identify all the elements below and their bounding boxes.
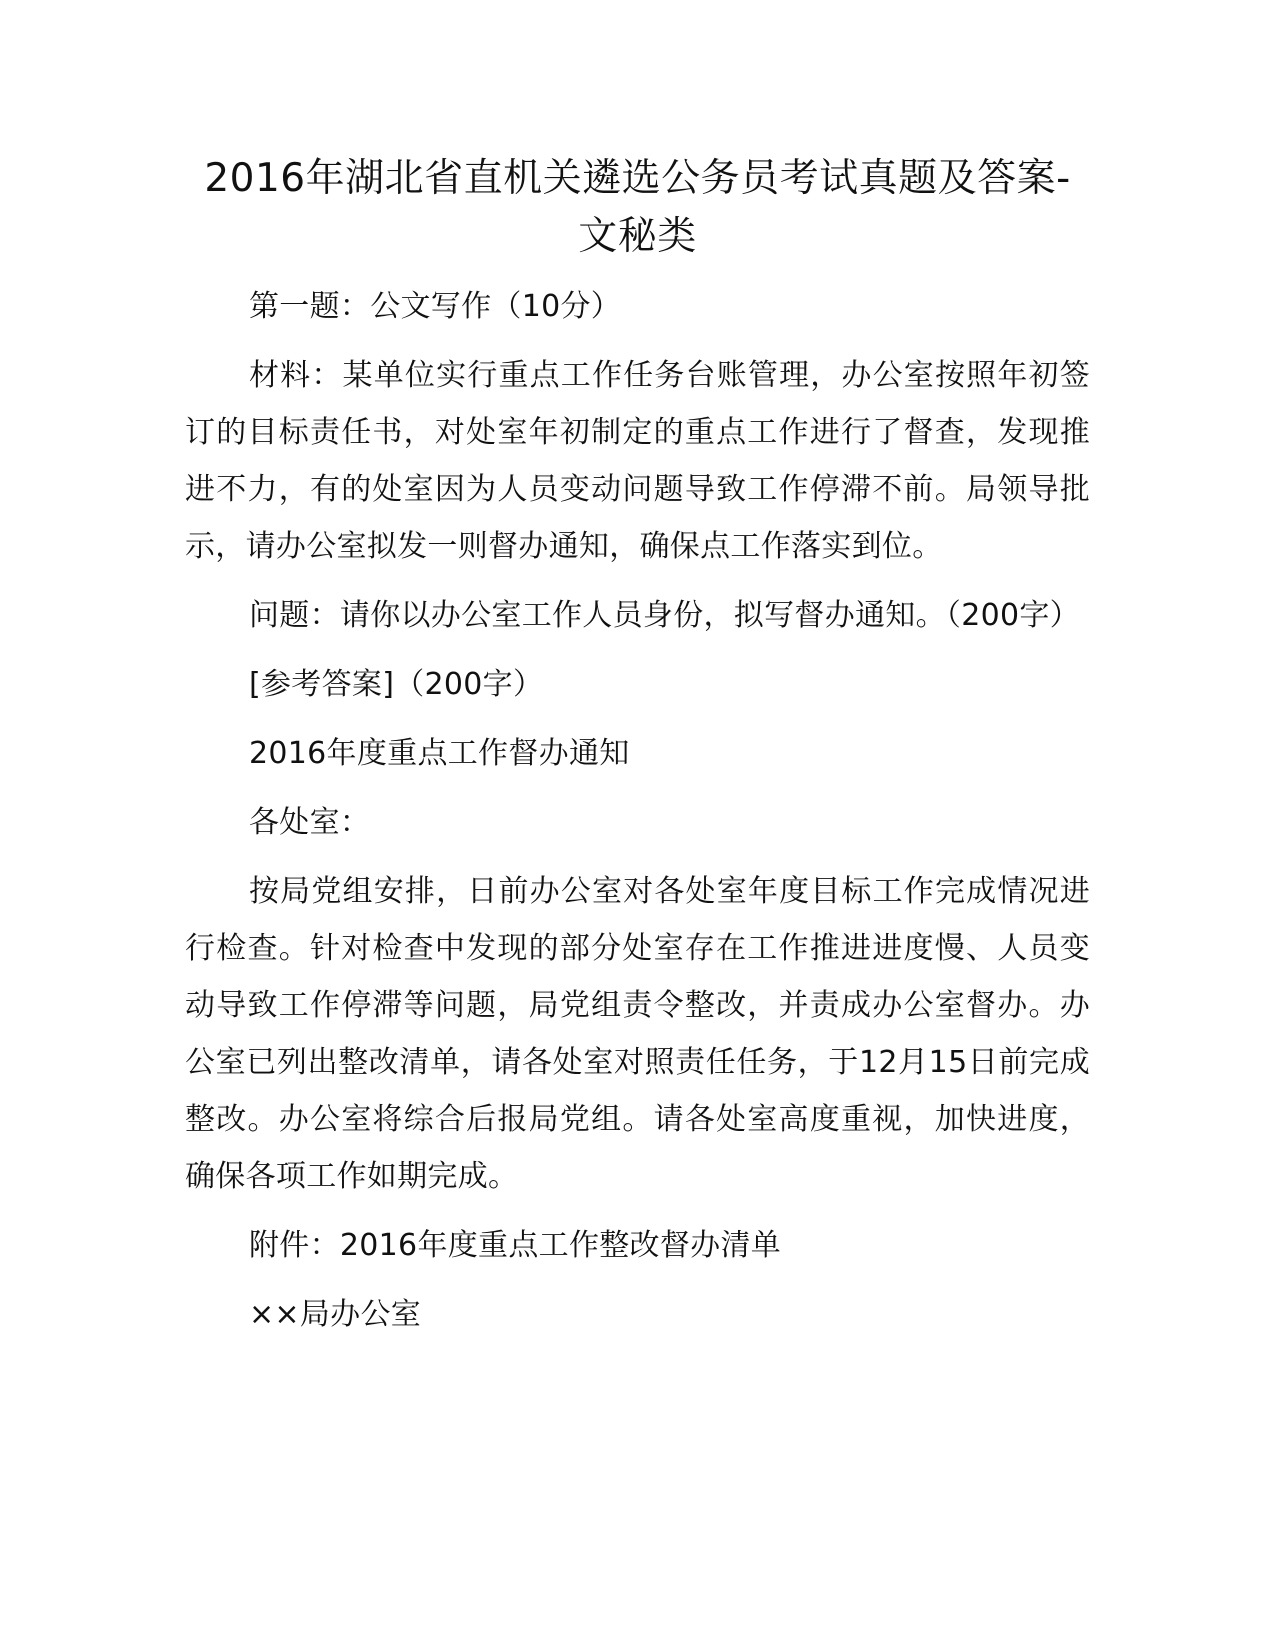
notice-salutation: 各处室： xyxy=(249,805,371,840)
notice-title: 2016年度重点工作督办通知 xyxy=(249,736,630,771)
notice-signature: ××局办公室 xyxy=(249,1297,422,1332)
notice-body: 按局党组安排，日前办公室对各处室年度目标工作完成情况进行检查。针对检查中发现的部分处室存在工作推进进度慢、人员变动导致工作停滞等问题，局党组责令整改，并责成办公室督办。办公室已列出整改清单，请各处室对照责任任务，于12月15日前完成整改。办公室将综合后报局党组。请各处室高度重视，加快进度，确保各项工作如期完成。 xyxy=(185,874,1090,1194)
document-body xyxy=(185,150,1090,1355)
answer-heading: [参考答案]（200字） xyxy=(249,667,544,702)
question-paragraph: 问题：请你以办公室工作人员身份，拟写督办通知。（200字） xyxy=(249,598,1080,633)
question-heading: 第一题：公文写作（10分） xyxy=(249,289,622,324)
document-title: 2016年湖北省直机关遴选公务员考试真题及答案-文秘类 xyxy=(204,156,1071,259)
material-paragraph: 材料：某单位实行重点工作任务台账管理，办公室按照年初签订的目标责任书，对处室年初制定的重点工作进行了督查，发现推进不力，有的处室因为人员变动问题导致工作停滞不前。局领导批示，请办公室拟发一则督办通知，确保点工作落实到位。 xyxy=(185,358,1090,564)
notice-attachment: 附件：2016年度重点工作整改督办清单 xyxy=(249,1228,782,1263)
